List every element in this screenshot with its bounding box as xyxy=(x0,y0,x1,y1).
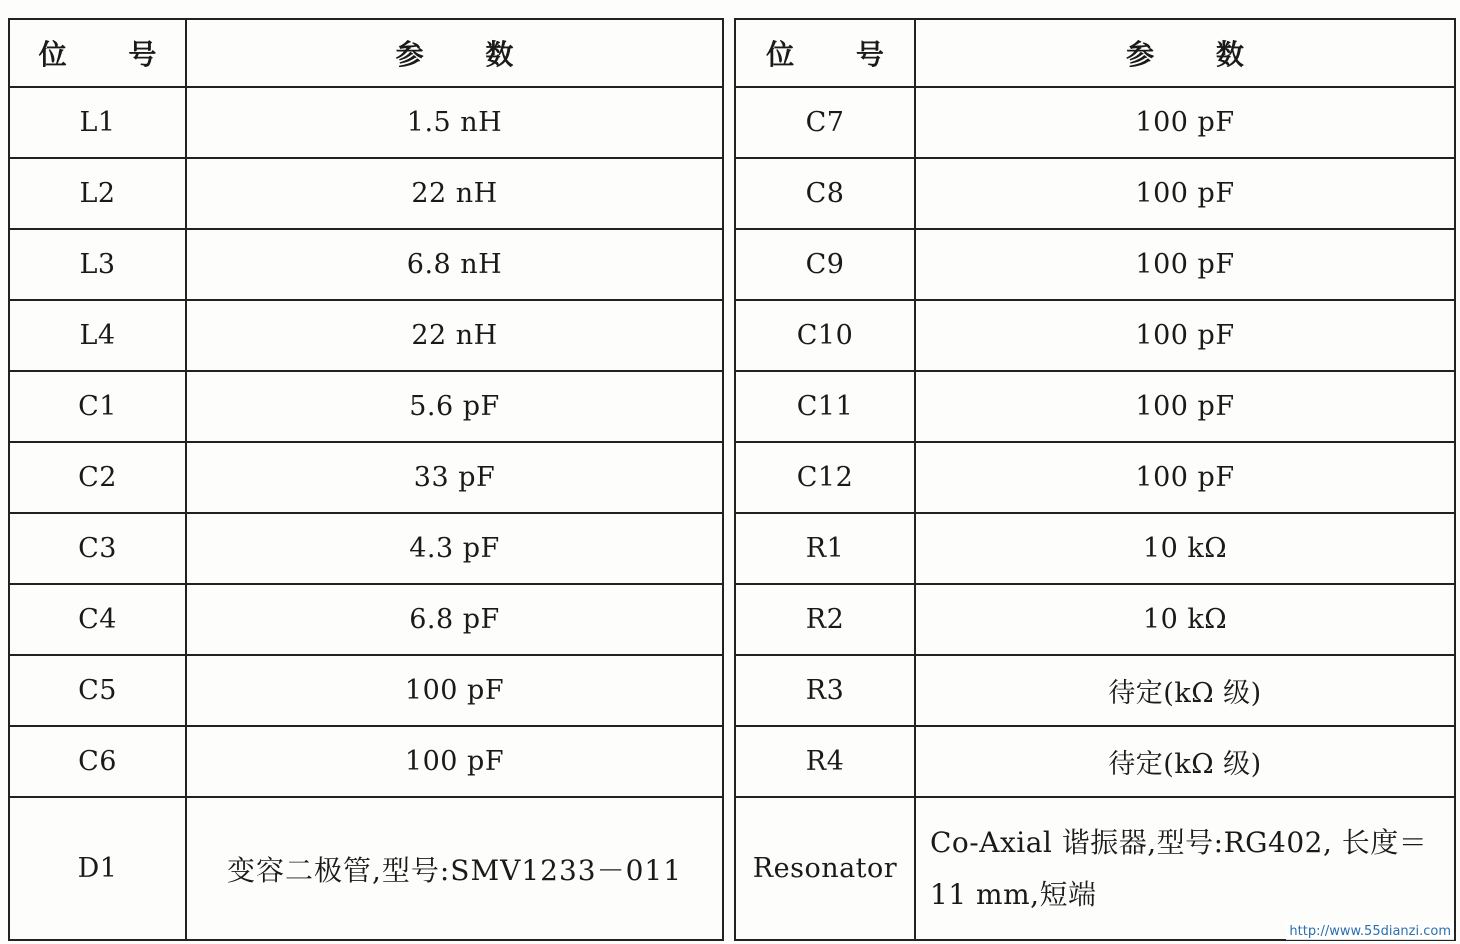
position-cell: C2 xyxy=(9,442,186,513)
header-position-left: 位 号 xyxy=(9,19,186,87)
position-cell: L4 xyxy=(9,300,186,371)
position-cell: R1 xyxy=(735,513,915,584)
table-row xyxy=(9,584,1455,655)
parameter-cell: 100 pF xyxy=(915,87,1455,158)
position-cell: C5 xyxy=(9,655,186,726)
parameter-cell: 5.6 pF xyxy=(186,371,723,442)
position-cell: L1 xyxy=(9,87,186,158)
parameter-cell: 10 kΩ xyxy=(915,584,1455,655)
position-cell: C9 xyxy=(735,229,915,300)
parameter-cell: 33 pF xyxy=(186,442,723,513)
watermark: http://www.55dianzi.com xyxy=(1286,923,1454,940)
position-cell: C3 xyxy=(9,513,186,584)
position-cell: R2 xyxy=(735,584,915,655)
position-cell: C7 xyxy=(735,87,915,158)
table-row xyxy=(9,158,1455,229)
component-parameter-table xyxy=(8,18,1456,941)
position-cell: C12 xyxy=(735,442,915,513)
parameter-cell: 待定(kΩ 级) xyxy=(915,726,1455,797)
table-row xyxy=(9,87,1455,158)
parameter-cell: 100 pF xyxy=(915,229,1455,300)
table-row xyxy=(9,442,1455,513)
table-row xyxy=(9,300,1455,371)
parameter-cell: 100 pF xyxy=(186,726,723,797)
parameter-cell: 1.5 nH xyxy=(186,87,723,158)
parameter-cell: 22 nH xyxy=(186,158,723,229)
position-cell: R3 xyxy=(735,655,915,726)
column-divider xyxy=(723,584,735,655)
parameter-cell: 待定(kΩ 级) xyxy=(915,655,1455,726)
parameter-cell: 100 pF xyxy=(915,442,1455,513)
table-row xyxy=(9,513,1455,584)
column-divider xyxy=(723,655,735,726)
column-divider xyxy=(723,442,735,513)
position-cell: Resonator xyxy=(735,797,915,940)
position-cell: C10 xyxy=(735,300,915,371)
column-divider xyxy=(723,371,735,442)
column-divider xyxy=(723,726,735,797)
position-cell: L3 xyxy=(9,229,186,300)
position-cell: C4 xyxy=(9,584,186,655)
parameter-cell: 100 pF xyxy=(186,655,723,726)
position-cell: C8 xyxy=(735,158,915,229)
parameter-cell: 100 pF xyxy=(915,300,1455,371)
column-divider xyxy=(723,158,735,229)
parameter-cell: 100 pF xyxy=(915,371,1455,442)
table-row xyxy=(9,655,1455,726)
table-row xyxy=(9,371,1455,442)
column-divider xyxy=(723,19,735,87)
column-divider xyxy=(723,300,735,371)
column-divider xyxy=(723,513,735,584)
table-row xyxy=(9,726,1455,797)
table-row xyxy=(9,797,1455,940)
header-row xyxy=(9,19,1455,87)
parameter-cell: 6.8 pF xyxy=(186,584,723,655)
position-cell: C6 xyxy=(9,726,186,797)
position-cell: C1 xyxy=(9,371,186,442)
header-parameter-right: 参 数 xyxy=(915,19,1455,87)
position-cell: C11 xyxy=(735,371,915,442)
parameter-cell: 变容二极管,型号:SMV1233－011 xyxy=(186,797,723,940)
header-position-right: 位 号 xyxy=(735,19,915,87)
parameter-cell: 22 nH xyxy=(186,300,723,371)
parameter-cell: 10 kΩ xyxy=(915,513,1455,584)
column-divider xyxy=(723,87,735,158)
parameter-cell: 100 pF xyxy=(915,158,1455,229)
column-divider xyxy=(723,229,735,300)
position-cell: R4 xyxy=(735,726,915,797)
parameter-cell: Co-Axial 谐振器,型号:RG402, 长度＝ 11 mm,短端 xyxy=(915,797,1455,940)
position-cell: L2 xyxy=(9,158,186,229)
column-divider xyxy=(723,797,735,940)
table-row xyxy=(9,229,1455,300)
position-cell: D1 xyxy=(9,797,186,940)
parameter-cell: 6.8 nH xyxy=(186,229,723,300)
header-parameter-left: 参 数 xyxy=(186,19,723,87)
parameter-cell: 4.3 pF xyxy=(186,513,723,584)
